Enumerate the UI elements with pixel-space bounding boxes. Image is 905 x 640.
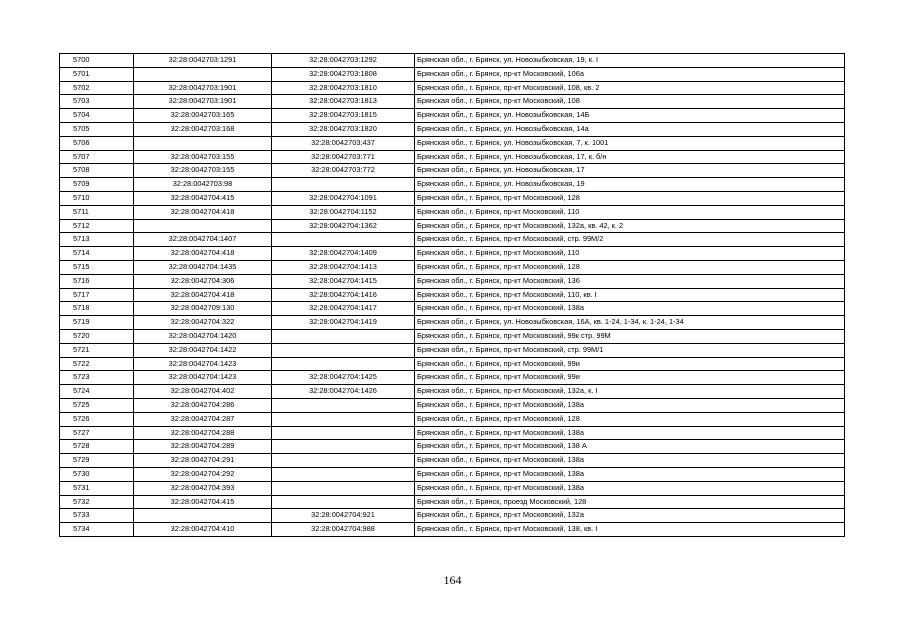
address-cell: Брянская обл., г. Брянск, пр-кт Московский, 138а xyxy=(415,398,845,412)
related-cadastral-number-cell: 32:28:0042703:771 xyxy=(272,150,415,164)
table-row xyxy=(60,274,845,288)
related-cadastral-number-cell: 32:28:0042703:1292 xyxy=(272,54,415,68)
cadastral-number-cell: 32:28:0042704:287 xyxy=(134,412,272,426)
address-cell: Брянская обл., г. Брянск, ул. Новозыбковская, 14а xyxy=(415,122,845,136)
related-cadastral-number-cell: 32:28:0042704:1413 xyxy=(272,260,415,274)
row-number-cell: 5732 xyxy=(60,495,134,509)
cadastral-number-cell: 32:28:0042704:1435 xyxy=(134,260,272,274)
cadastral-number-cell: 32:28:0042704:1423 xyxy=(134,371,272,385)
related-cadastral-number-cell xyxy=(272,357,415,371)
cadastral-table xyxy=(59,53,845,537)
cadastral-number-cell xyxy=(134,136,272,150)
cadastral-number-cell: 32:28:0042703:1901 xyxy=(134,81,272,95)
row-number-cell: 5716 xyxy=(60,274,134,288)
address-cell: Брянская обл., г. Брянск, пр-кт Московский, 110, кв. I xyxy=(415,288,845,302)
related-cadastral-number-cell xyxy=(272,467,415,481)
related-cadastral-number-cell: 32:28:0042703:1808 xyxy=(272,67,415,81)
address-cell: Брянская обл., г. Брянск, пр-кт Московский, 99и xyxy=(415,371,845,385)
address-cell: Брянская обл., г. Брянск, пр-кт Московский, 128 xyxy=(415,191,845,205)
related-cadastral-number-cell xyxy=(272,178,415,192)
cadastral-number-cell: 32:28:0042704:289 xyxy=(134,440,272,454)
row-number-cell: 5724 xyxy=(60,385,134,399)
row-number-cell: 5727 xyxy=(60,426,134,440)
table-row xyxy=(60,191,845,205)
related-cadastral-number-cell: 32:28:0042704:1362 xyxy=(272,219,415,233)
cadastral-number-cell: 32:28:0042703:155 xyxy=(134,164,272,178)
row-number-cell: 5722 xyxy=(60,357,134,371)
address-cell: Брянская обл., г. Брянск, пр-кт Московский, 110 xyxy=(415,247,845,261)
table-row xyxy=(60,398,845,412)
table-row xyxy=(60,454,845,468)
table-row xyxy=(60,109,845,123)
cadastral-number-cell: 32:28:0042704:402 xyxy=(134,385,272,399)
row-number-cell: 5729 xyxy=(60,454,134,468)
address-cell: Брянская обл., г. Брянск, пр-кт Московский, 138а xyxy=(415,481,845,495)
cadastral-number-cell: 32:28:0042704:418 xyxy=(134,247,272,261)
related-cadastral-number-cell xyxy=(272,412,415,426)
table-row xyxy=(60,150,845,164)
related-cadastral-number-cell: 32:28:0042703:1813 xyxy=(272,95,415,109)
related-cadastral-number-cell: 32:28:0042704:921 xyxy=(272,509,415,523)
cadastral-number-cell: 32:28:0042704:322 xyxy=(134,316,272,330)
page-number: 164 xyxy=(443,573,462,587)
cadastral-number-cell: 32:28:0042703:1291 xyxy=(134,54,272,68)
related-cadastral-number-cell: 32:28:0042703:1820 xyxy=(272,122,415,136)
cadastral-number-cell: 32:28:0042704:291 xyxy=(134,454,272,468)
address-cell: Брянская обл., г. Брянск, ул. Новозыбковская, 7, к. 1001 xyxy=(415,136,845,150)
cadastral-number-cell: 32:28:0042703:168 xyxy=(134,122,272,136)
address-cell: Брянская обл., г. Брянск, ул. Новозыбковская, 16А, кв. 1-24, 1-34, к. 1-24, 1-34 xyxy=(415,316,845,330)
related-cadastral-number-cell xyxy=(272,495,415,509)
row-number-cell: 5726 xyxy=(60,412,134,426)
row-number-cell: 5711 xyxy=(60,205,134,219)
related-cadastral-number-cell: 32:28:0042704:1426 xyxy=(272,385,415,399)
address-cell: Брянская обл., г. Брянск, ул. Новозыбковская, 17 xyxy=(415,164,845,178)
related-cadastral-number-cell xyxy=(272,233,415,247)
row-number-cell: 5728 xyxy=(60,440,134,454)
row-number-cell: 5713 xyxy=(60,233,134,247)
row-number-cell: 5718 xyxy=(60,302,134,316)
address-cell: Брянская обл., г. Брянск, пр-кт Московский, 108, кв. 2 xyxy=(415,81,845,95)
cadastral-number-cell: 32:28:0042704:415 xyxy=(134,495,272,509)
row-number-cell: 5720 xyxy=(60,329,134,343)
related-cadastral-number-cell: 32:28:0042704:988 xyxy=(272,523,415,537)
table-row xyxy=(60,426,845,440)
address-cell: Брянская обл., г. Брянск, ул. Новозыбковская, 19 xyxy=(415,178,845,192)
cadastral-number-cell: 32:28:0042704:1407 xyxy=(134,233,272,247)
table-row xyxy=(60,247,845,261)
related-cadastral-number-cell: 32:28:0042704:1425 xyxy=(272,371,415,385)
related-cadastral-number-cell: 32:28:0042704:1415 xyxy=(272,274,415,288)
address-cell: Брянская обл., г. Брянск, пр-кт Московский, 110 xyxy=(415,205,845,219)
address-cell: Брянская обл., г. Брянск, пр-кт Московский, 132а xyxy=(415,509,845,523)
related-cadastral-number-cell: 32:28:0042704:1152 xyxy=(272,205,415,219)
table-row xyxy=(60,467,845,481)
row-number-cell: 5702 xyxy=(60,81,134,95)
address-cell: Брянская обл., г. Брянск, пр-кт Московский, стр. 99М/1 xyxy=(415,343,845,357)
row-number-cell: 5723 xyxy=(60,371,134,385)
address-cell: Брянская обл., г. Брянск, пр-кт Московский, 138а xyxy=(415,467,845,481)
related-cadastral-number-cell xyxy=(272,343,415,357)
table-row xyxy=(60,509,845,523)
address-cell: Брянская обл., г. Брянск, пр-кт Московский, 138, кв. I xyxy=(415,523,845,537)
related-cadastral-number-cell xyxy=(272,426,415,440)
row-number-cell: 5714 xyxy=(60,247,134,261)
row-number-cell: 5734 xyxy=(60,523,134,537)
row-number-cell: 5730 xyxy=(60,467,134,481)
table-row xyxy=(60,122,845,136)
related-cadastral-number-cell: 32:28:0042703:1810 xyxy=(272,81,415,95)
row-number-cell: 5725 xyxy=(60,398,134,412)
table-row xyxy=(60,440,845,454)
row-number-cell: 5719 xyxy=(60,316,134,330)
row-number-cell: 5721 xyxy=(60,343,134,357)
cadastral-number-cell: 32:28:0042709:130 xyxy=(134,302,272,316)
cadastral-number-cell xyxy=(134,67,272,81)
table-row xyxy=(60,288,845,302)
address-cell: Брянская обл., г. Брянск, пр-кт Московский, 138а xyxy=(415,454,845,468)
table-row xyxy=(60,495,845,509)
table-row xyxy=(60,219,845,233)
address-cell: Брянская обл., г. Брянск, пр-кт Московский, 128 xyxy=(415,260,845,274)
cadastral-number-cell: 32:28:0042703:155 xyxy=(134,150,272,164)
cadastral-number-cell: 32:28:0042704:1420 xyxy=(134,329,272,343)
table-row xyxy=(60,205,845,219)
cadastral-number-cell: 32:28:0042704:418 xyxy=(134,288,272,302)
address-cell: Брянская обл., г. Брянск, пр-кт Московский, 138а xyxy=(415,302,845,316)
row-number-cell: 5708 xyxy=(60,164,134,178)
table-row xyxy=(60,164,845,178)
table-row xyxy=(60,136,845,150)
related-cadastral-number-cell xyxy=(272,454,415,468)
address-cell: Брянская обл., г. Брянск, ул. Новозыбковская, 17, к. б/н xyxy=(415,150,845,164)
address-cell: Брянская обл., г. Брянск, пр-кт Московский, 132а, кв. 42, к. 2 xyxy=(415,219,845,233)
table-row xyxy=(60,178,845,192)
row-number-cell: 5700 xyxy=(60,54,134,68)
address-cell: Брянская обл., г. Брянск, пр-кт Московский, 99к стр. 99М xyxy=(415,329,845,343)
cadastral-number-cell: 32:28:0042704:292 xyxy=(134,467,272,481)
table-row xyxy=(60,67,845,81)
related-cadastral-number-cell: 32:28:0042704:1416 xyxy=(272,288,415,302)
address-cell: Брянская обл., г. Брянск, проезд Московский, 128 xyxy=(415,495,845,509)
related-cadastral-number-cell: 32:28:0042703:772 xyxy=(272,164,415,178)
address-cell: Брянская обл., г. Брянск, пр-кт Московский, 99и xyxy=(415,357,845,371)
table-row xyxy=(60,260,845,274)
table-row xyxy=(60,343,845,357)
related-cadastral-number-cell: 32:28:0042704:1419 xyxy=(272,316,415,330)
table-row xyxy=(60,95,845,109)
table-row xyxy=(60,412,845,426)
address-cell: Брянская обл., г. Брянск, пр-кт Московский, 108 xyxy=(415,95,845,109)
row-number-cell: 5731 xyxy=(60,481,134,495)
address-cell: Брянская обл., г. Брянск, пр-кт Московский, 128 xyxy=(415,412,845,426)
table-row xyxy=(60,54,845,68)
related-cadastral-number-cell: 32:28:0042703:437 xyxy=(272,136,415,150)
table-row xyxy=(60,523,845,537)
related-cadastral-number-cell xyxy=(272,329,415,343)
cadastral-number-cell: 32:28:0042704:415 xyxy=(134,191,272,205)
cadastral-number-cell: 32:28:0042704:1423 xyxy=(134,357,272,371)
table-row xyxy=(60,481,845,495)
cadastral-number-cell: 32:28:0042704:410 xyxy=(134,523,272,537)
table-row xyxy=(60,371,845,385)
address-cell: Брянская обл., г. Брянск, ул. Новозыбковская, 14Б xyxy=(415,109,845,123)
row-number-cell: 5709 xyxy=(60,178,134,192)
row-number-cell: 5707 xyxy=(60,150,134,164)
row-number-cell: 5715 xyxy=(60,260,134,274)
cadastral-number-cell xyxy=(134,509,272,523)
cadastral-number-cell: 32:28:0042704:393 xyxy=(134,481,272,495)
related-cadastral-number-cell xyxy=(272,440,415,454)
address-cell: Брянская обл., г. Брянск, ул. Новозыбковская, 19, к. I xyxy=(415,54,845,68)
related-cadastral-number-cell: 32:28:0042704:1417 xyxy=(272,302,415,316)
row-number-cell: 5701 xyxy=(60,67,134,81)
cadastral-number-cell: 32:28:0042704:286 xyxy=(134,398,272,412)
row-number-cell: 5706 xyxy=(60,136,134,150)
address-cell: Брянская обл., г. Брянск, пр-кт Московский, 138а xyxy=(415,426,845,440)
table-row xyxy=(60,233,845,247)
address-cell: Брянская обл., г. Брянск, пр-кт Московский, 138 А xyxy=(415,440,845,454)
table-row xyxy=(60,385,845,399)
cadastral-number-cell: 32:28:0042703:165 xyxy=(134,109,272,123)
row-number-cell: 5712 xyxy=(60,219,134,233)
row-number-cell: 5710 xyxy=(60,191,134,205)
cadastral-number-cell: 32:28:0042704:306 xyxy=(134,274,272,288)
table-row xyxy=(60,357,845,371)
row-number-cell: 5717 xyxy=(60,288,134,302)
related-cadastral-number-cell: 32:28:0042704:1409 xyxy=(272,247,415,261)
table-body xyxy=(60,54,845,537)
table-row xyxy=(60,81,845,95)
row-number-cell: 5703 xyxy=(60,95,134,109)
related-cadastral-number-cell: 32:28:0042703:1815 xyxy=(272,109,415,123)
cadastral-number-cell: 32:28:0042704:1422 xyxy=(134,343,272,357)
cadastral-number-cell: 32:28:0042703:98 xyxy=(134,178,272,192)
cadastral-number-cell: 32:28:0042704:288 xyxy=(134,426,272,440)
document-table-container xyxy=(59,53,845,537)
table-row xyxy=(60,329,845,343)
address-cell: Брянская обл., г. Брянск, пр-кт Московский, 106а xyxy=(415,67,845,81)
address-cell: Брянская обл., г. Брянск, пр-кт Московский, стр. 99М/2 xyxy=(415,233,845,247)
related-cadastral-number-cell xyxy=(272,481,415,495)
cadastral-number-cell: 32:28:0042703:1901 xyxy=(134,95,272,109)
row-number-cell: 5705 xyxy=(60,122,134,136)
address-cell: Брянская обл., г. Брянск, пр-кт Московский, 132а, к. I xyxy=(415,385,845,399)
address-cell: Брянская обл., г. Брянск, пр-кт Московский, 136 xyxy=(415,274,845,288)
cadastral-number-cell: 32:28:0042704:418 xyxy=(134,205,272,219)
related-cadastral-number-cell xyxy=(272,398,415,412)
cadastral-number-cell xyxy=(134,219,272,233)
table-row xyxy=(60,302,845,316)
row-number-cell: 5704 xyxy=(60,109,134,123)
table-row xyxy=(60,316,845,330)
related-cadastral-number-cell: 32:28:0042704:1091 xyxy=(272,191,415,205)
row-number-cell: 5733 xyxy=(60,509,134,523)
